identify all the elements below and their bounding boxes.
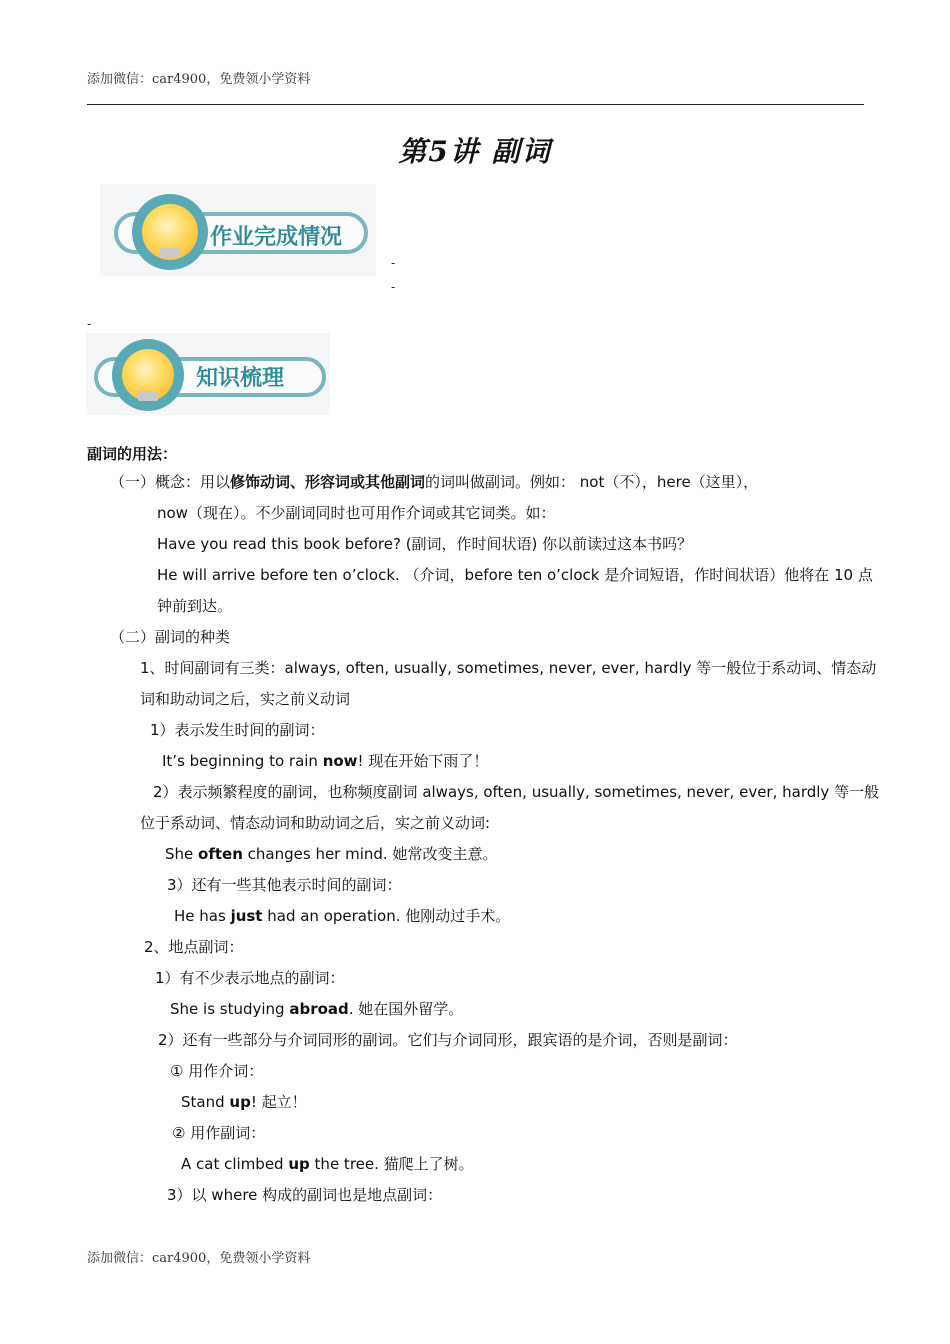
- concept-prefix: （一）概念：用以: [110, 473, 231, 491]
- place-sub-2b: ② 用作副词：: [172, 1124, 266, 1142]
- knowledge-banner-label: 知识梳理: [196, 366, 285, 391]
- dash-marker: -: [391, 256, 396, 270]
- example-keyword: abroad: [289, 1000, 349, 1018]
- example-text: Stand: [181, 1093, 230, 1111]
- example-text: ! 现在开始下雨了！: [357, 752, 489, 770]
- time-sub-2-line-2: 位于系动词、情态动词和助动词之后，实之前义动词:: [140, 814, 491, 832]
- page-header: 添加微信：car4900，免费领小学资料: [87, 72, 311, 87]
- bulb-base: [160, 248, 180, 258]
- concept-example-2-cont: 钟前到达。: [157, 597, 233, 615]
- concept-suffix: 的词叫做副词。例如： not（不），here（这里），: [425, 473, 759, 491]
- place-sub-1: 1）有不少表示地点的副词：: [155, 969, 345, 987]
- example-keyword: up: [229, 1093, 251, 1111]
- dash-marker: -: [391, 280, 396, 294]
- page-footer: 添加微信：car4900，免费领小学资料: [87, 1251, 311, 1266]
- place-sub-1-example: [170, 999, 463, 1019]
- page-title: 第5讲 副词: [398, 135, 552, 168]
- concept-line-1: [110, 472, 758, 492]
- example-text: He has: [174, 907, 231, 925]
- place-sub-3: 3）以 where 构成的副词也是地点副词：: [167, 1186, 443, 1204]
- example-text: ! 起立！: [250, 1093, 307, 1111]
- header-rule: [87, 104, 864, 105]
- dash-marker: -: [87, 317, 92, 331]
- place-sub-2: 2）还有一些部分与介词同形的副词。它们与介词同形，跟宾语的是介词，否则是副词：: [158, 1031, 738, 1049]
- section-heading: 副词的用法：: [87, 445, 178, 463]
- example-keyword: just: [230, 907, 263, 925]
- example-text: changes her mind. 她常改变主意。: [242, 845, 498, 863]
- example-text: She is studying: [170, 1000, 290, 1018]
- time-adverbs-line-1: 1、时间副词有三类：always, often, usually, sometimes, never, ever, hardly 等一般位于系动词、情态动: [140, 659, 877, 677]
- place-sub-2a-example: [181, 1092, 307, 1112]
- place-sub-2a: ① 用作介词：: [170, 1062, 264, 1080]
- concept-example-2: He will arrive before ten o’clock. （介词，before ten o’clock 是介词短语，作时间状语）他将在 10 点: [157, 566, 873, 584]
- example-text: A cat climbed: [181, 1155, 289, 1173]
- bulb-base: [138, 391, 158, 401]
- time-sub-2-example: [165, 844, 497, 864]
- example-keyword: up: [288, 1155, 310, 1173]
- time-sub-1: 1）表示发生时间的副词：: [150, 721, 325, 739]
- homework-banner-label: 作业完成情况: [210, 225, 343, 250]
- example-text: the tree. 猫爬上了树。: [309, 1155, 474, 1173]
- place-sub-2b-example: [181, 1154, 474, 1174]
- place-adverbs-heading: 2、地点副词：: [144, 938, 244, 956]
- time-sub-3-example: [174, 906, 510, 926]
- types-heading: （二）副词的种类: [110, 628, 231, 646]
- example-text: had an operation. 他刚动过手术。: [262, 907, 511, 925]
- example-text: She: [165, 845, 199, 863]
- homework-banner: [100, 184, 376, 276]
- example-keyword: now: [322, 752, 358, 770]
- time-sub-3: 3）还有一些其他表示时间的副词：: [167, 876, 402, 894]
- example-text: . 她在国外留学。: [348, 1000, 464, 1018]
- concept-example-1: Have you read this book before? (副词，作时间状语) 你以前读过这本书吗？: [157, 535, 693, 553]
- example-keyword: often: [198, 845, 243, 863]
- knowledge-banner: [86, 333, 330, 415]
- time-sub-1-example: [162, 751, 488, 771]
- concept-bold: 修饰动词、形容词或其他副词: [230, 473, 426, 491]
- concept-line-2: now（现在）。不少副词同时也可用作介词或其它词类。如：: [157, 504, 556, 522]
- time-adverbs-line-2: 词和助动词之后，实之前义动词: [140, 690, 351, 708]
- example-text: It’s beginning to rain: [162, 752, 323, 770]
- time-sub-2-line-1: 2）表示频繁程度的副词，也称频度副词 always, often, usually, sometimes, never, ever, hardly 等一般: [153, 783, 880, 801]
